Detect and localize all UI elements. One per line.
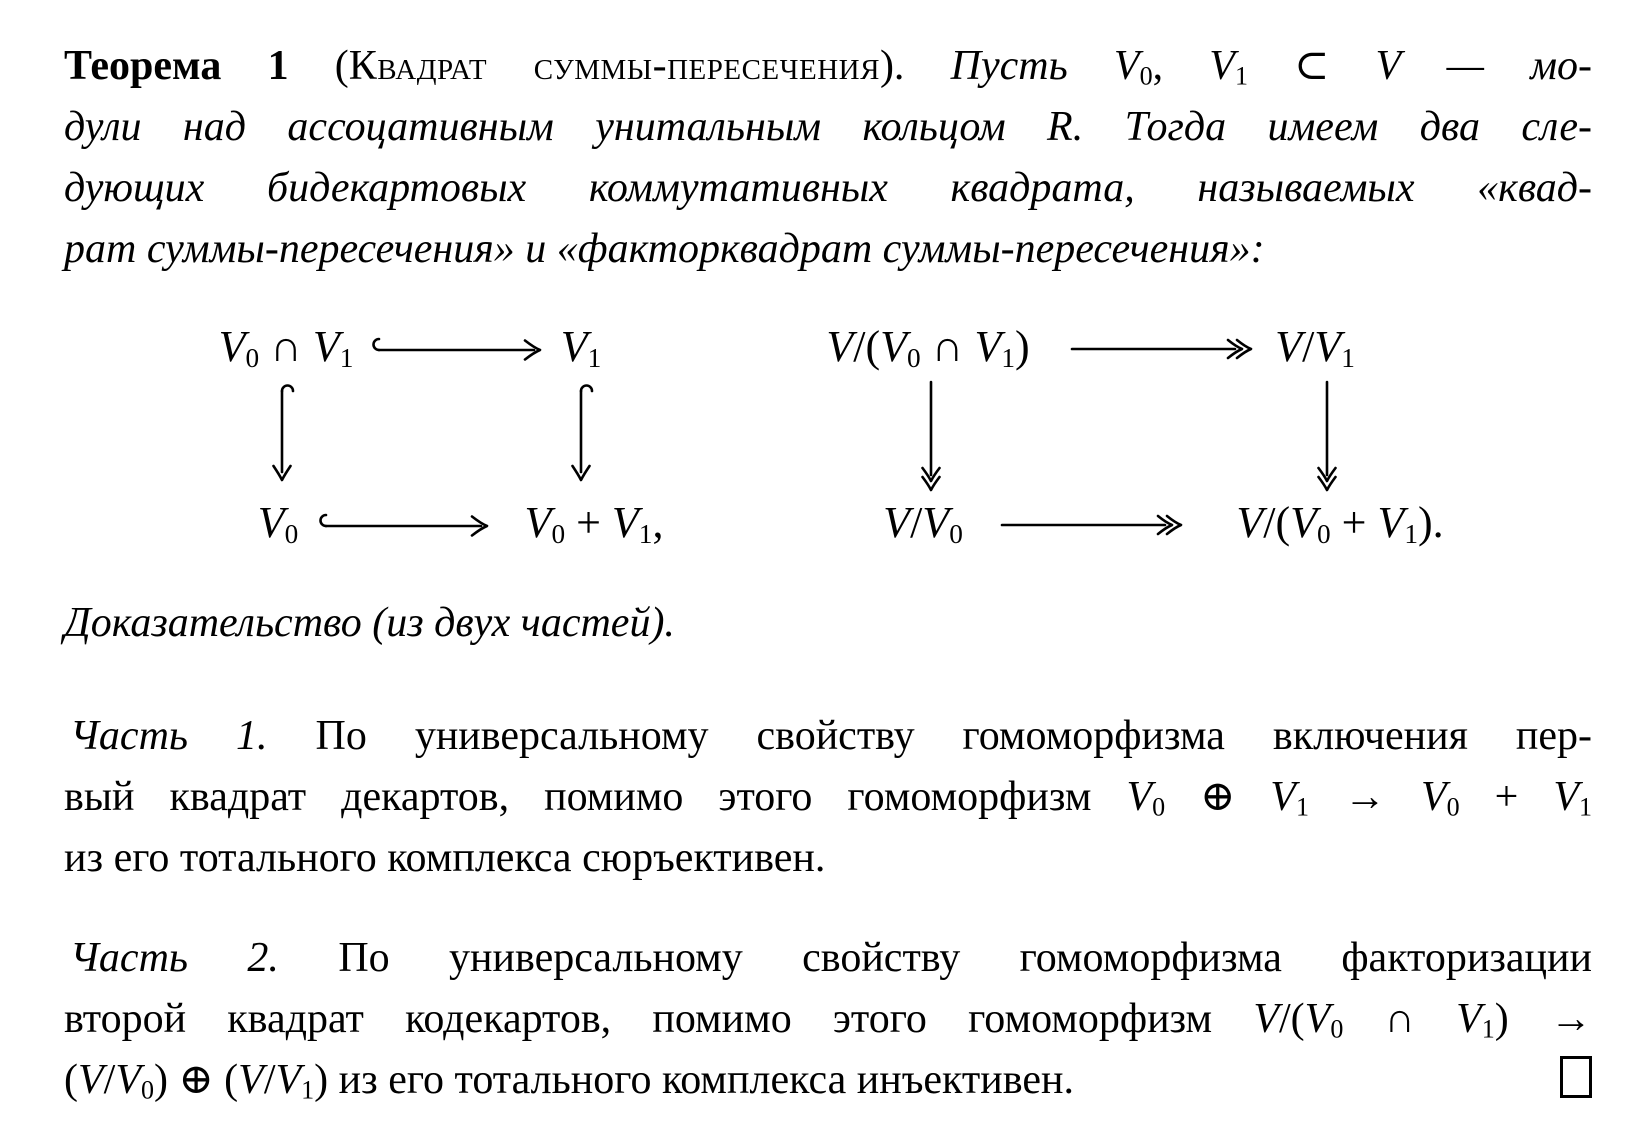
- twohead-down-arrow-icon: [916, 380, 948, 492]
- diagram-right-bottom-right-label: V/(V0 + V1).: [1236, 498, 1444, 549]
- theorem-line-2: дули над ассоцативным унитальным кольцом R. Тогда имеем два сле-: [64, 104, 1592, 150]
- theorem-line-3: дующих бидекартовых коммутативных квадрата, называемых «квад-: [64, 165, 1592, 211]
- diagram-right-top-left-label: V/(V0 ∩ V1): [826, 322, 1030, 373]
- proof-part-1: [64, 706, 1592, 889]
- diagram-left-top-left-label: V0 ∩ V1: [218, 322, 354, 373]
- qed-box: [1560, 1056, 1592, 1098]
- theorem-line-1: Теорема 1 (Квадрат суммы-пересечения). Пусть V0, V1 ⊂ V — мо-: [64, 43, 1592, 91]
- part1-line-1: Часть 1. По универсальному свойству гомоморфизма включения пер-: [70, 713, 1592, 759]
- diagram-left-bottom-left-label: V0: [257, 498, 299, 549]
- part2-line-1: Часть 2. По универсальному свойству гомоморфизма факторизации: [70, 935, 1592, 981]
- part2-line-2: второй квадрат кодекартов, помимо этого гомоморфизм V/(V0 ∩ V1) →: [64, 996, 1592, 1044]
- proof-part-2: [64, 928, 1592, 1111]
- diagram-left-top-right-label: V1: [560, 322, 602, 373]
- twohead-right-arrow-icon: [1070, 334, 1254, 364]
- diagram-left-bottom-right-label: V0 + V1,: [524, 498, 664, 549]
- diagram-right-bottom-left-label: V/V0: [883, 498, 963, 549]
- proof-intro: [64, 593, 1592, 654]
- twohead-down-arrow-icon: [1312, 380, 1344, 492]
- part1-line-3: из его тотального комплекса сюръективен.: [64, 835, 826, 881]
- part2-line-3: (V/V0) ⊕ (V/V1) из его тотального комплекса инъективен.: [64, 1057, 1074, 1105]
- proof-intro-line: Доказательство (из двух частей).: [64, 600, 675, 646]
- twohead-right-arrow-icon: [1000, 510, 1184, 540]
- theorem-line-4: рат суммы-пересечения» и «факторквадрат суммы-пересечения»:: [64, 226, 1265, 272]
- diagram-right-top-right-label: V/V1: [1275, 322, 1355, 373]
- part1-line-2: вый квадрат декартов, помимо этого гомоморфизм V0 ⊕ V1 → V0 + V1: [64, 774, 1592, 822]
